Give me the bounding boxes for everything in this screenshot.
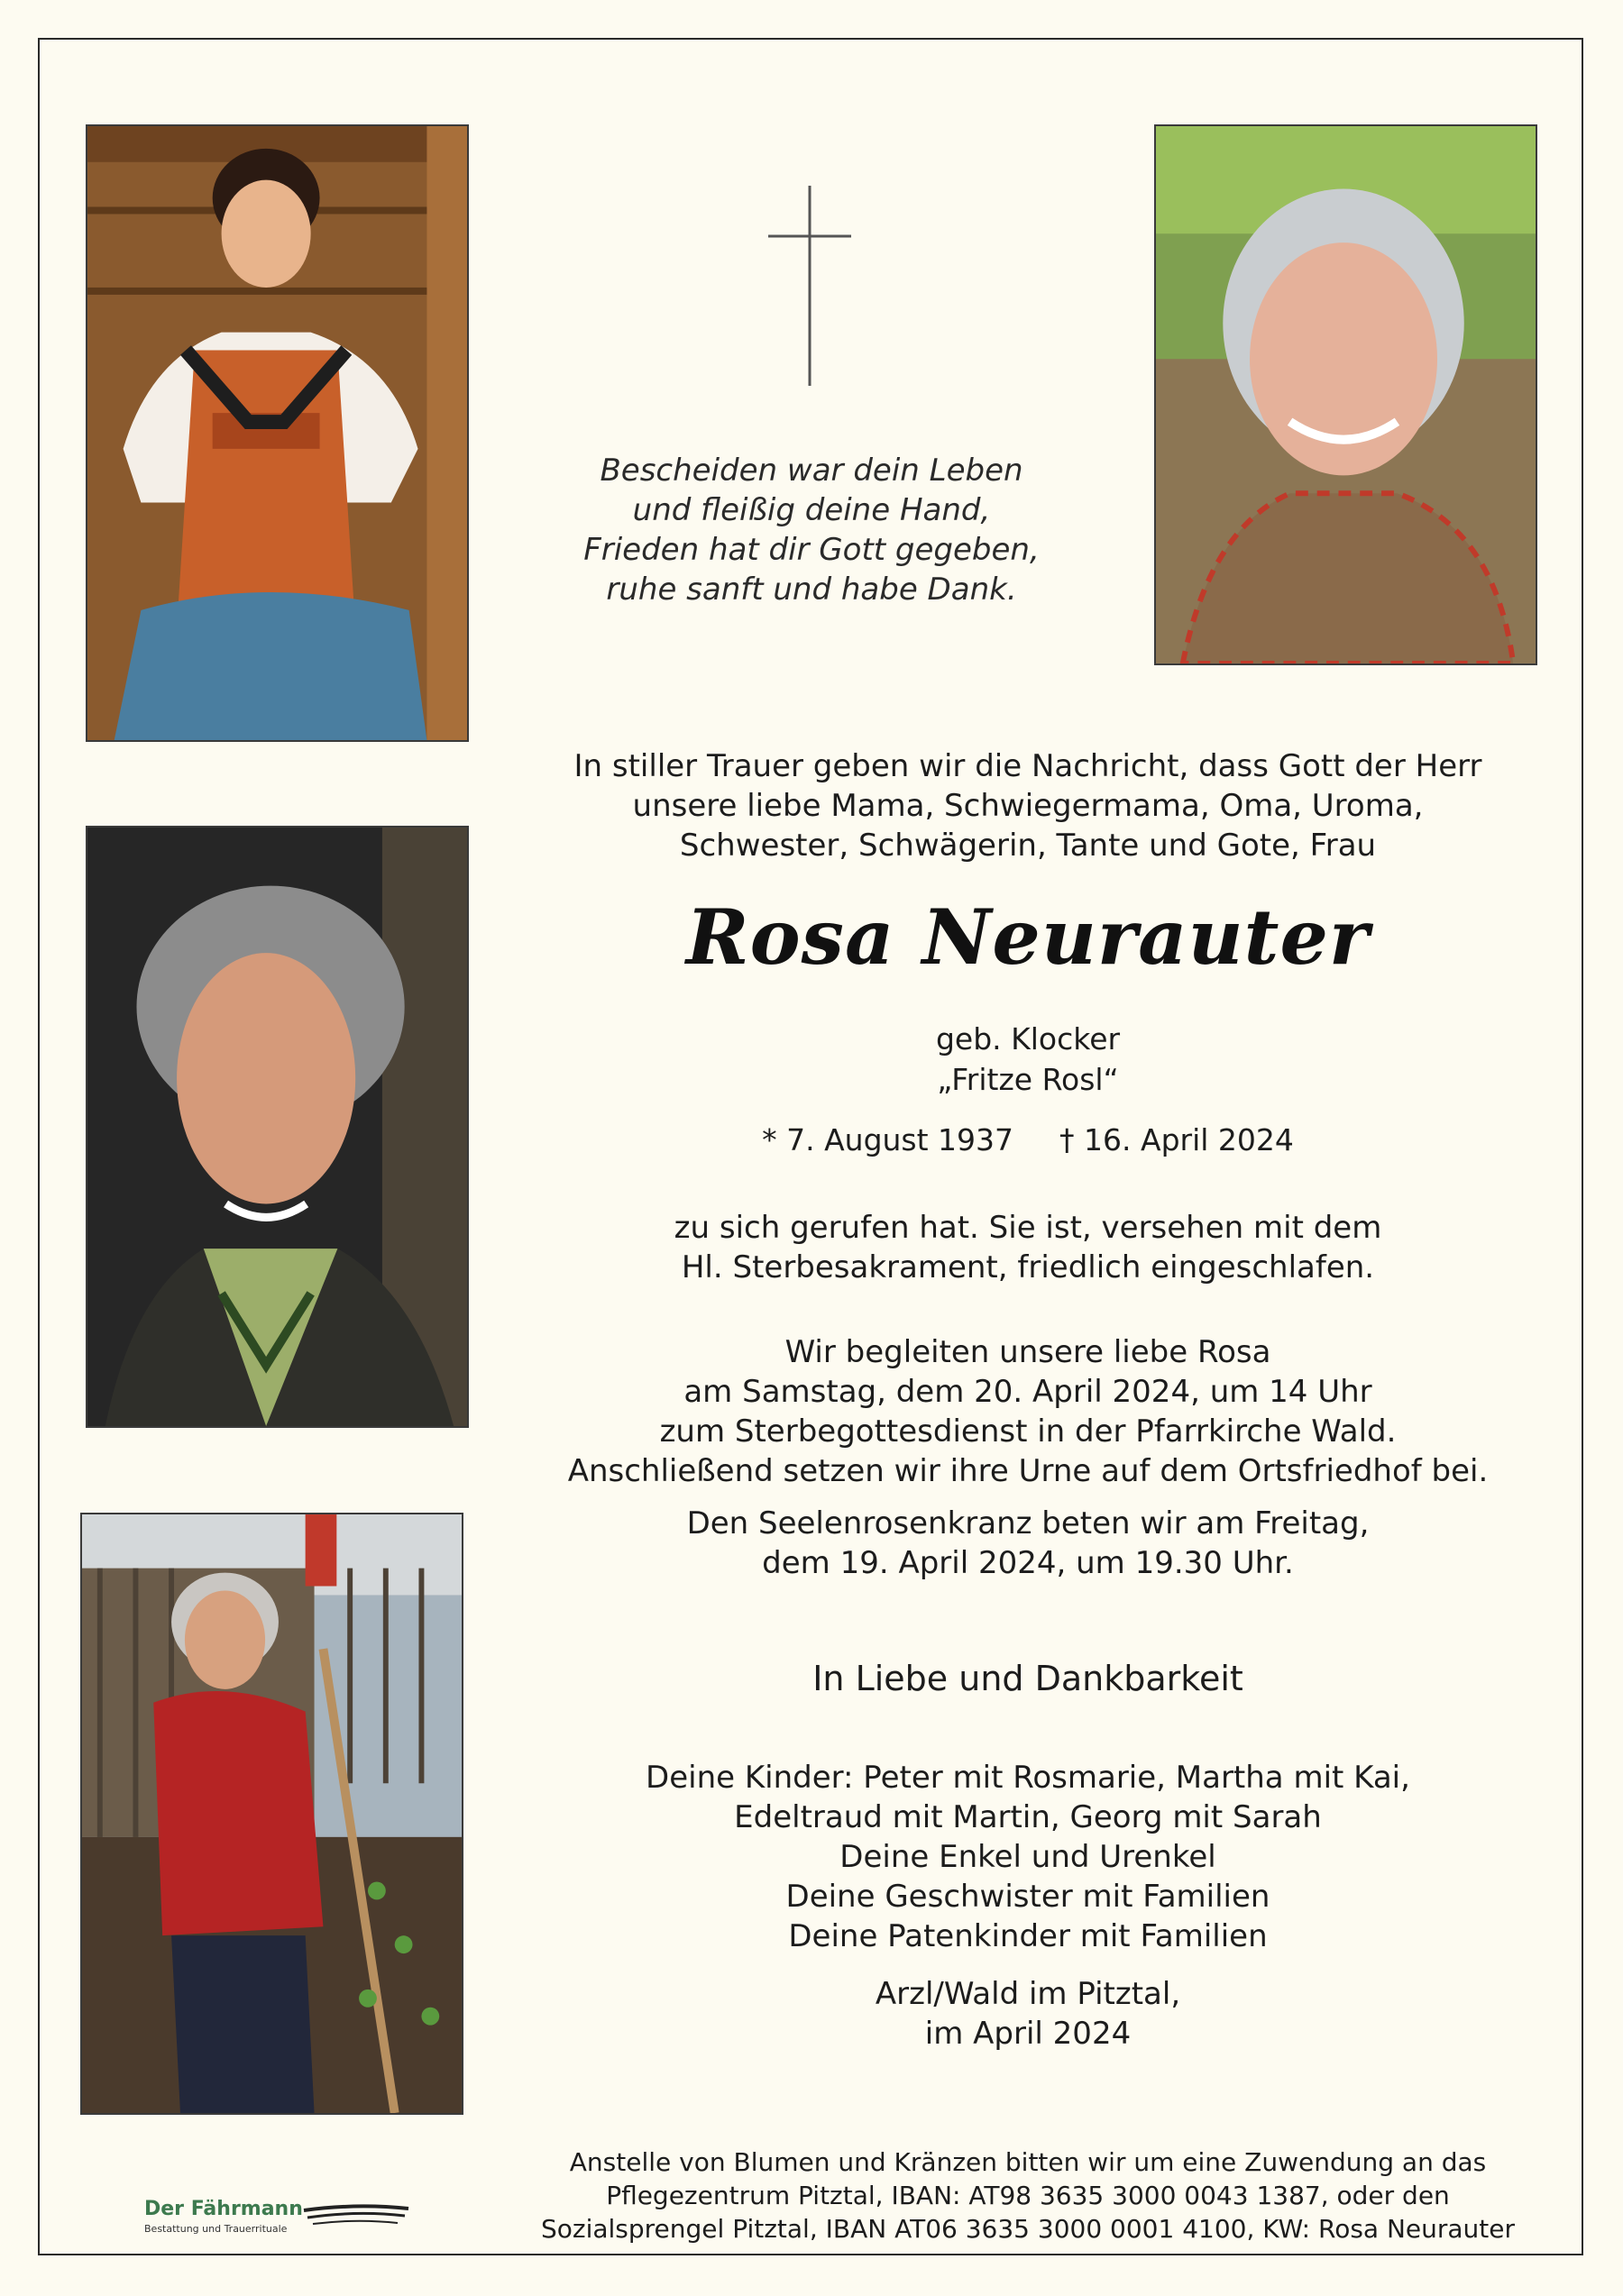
footer-line: Sozialsprengel Pitztal, IBAN AT06 3635 3000 0001 4100, KW: Rosa Neurauter xyxy=(540,2214,1516,2244)
funeral-home-logo xyxy=(144,2198,415,2237)
place-date xyxy=(757,1974,1298,2054)
body-line: am Samstag, dem 20. April 2024, um 14 Uhr xyxy=(683,1374,1372,1410)
poem-line: ruhe sanft und habe Dank. xyxy=(606,572,1017,608)
logo-subtitle: Bestattung und Trauerrituale xyxy=(144,2223,288,2235)
announcement-intro xyxy=(541,746,1515,865)
poem-line: Bescheiden war dein Leben xyxy=(600,453,1023,489)
photo-young-dirndl xyxy=(86,124,469,742)
body-line: Wir begleiten unsere liebe Rosa xyxy=(784,1334,1271,1370)
family-line: Deine Geschwister mit Familien xyxy=(785,1879,1270,1915)
nickname: „Fritze Rosl“ xyxy=(937,1062,1119,1097)
poem-line: Frieden hat dir Gott gegeben, xyxy=(583,532,1040,568)
footer-line: Pflegezentrum Pitztal, IBAN: AT98 3635 3000 0043 1387, oder den xyxy=(606,2181,1450,2210)
deceased-name: Rosa Neurauter xyxy=(685,892,1371,982)
cross-icon xyxy=(768,186,851,386)
birth-date: * 7. August 1937 xyxy=(762,1122,1014,1157)
poem-line: und fleißig deine Hand, xyxy=(632,492,991,528)
poem xyxy=(505,451,1118,609)
rosary-details xyxy=(577,1504,1479,1583)
photo-garden xyxy=(80,1513,463,2115)
footer-line: Anstelle von Blumen und Kränzen bitten wir um eine Zuwendung an das xyxy=(569,2147,1487,2177)
family-line: Deine Enkel und Urenkel xyxy=(839,1839,1216,1875)
maiden-name-block xyxy=(757,1019,1298,1100)
family-list xyxy=(577,1758,1479,1956)
logo-title: Der Fährmann xyxy=(144,2198,303,2220)
death-date: † 16. April 2024 xyxy=(1059,1122,1294,1157)
passing-text xyxy=(577,1208,1479,1287)
body-line: Anschließend setzen wir ihre Urne auf dem Ortsfriedhof bei. xyxy=(567,1453,1489,1489)
life-dates xyxy=(685,1122,1371,1157)
place-line: im April 2024 xyxy=(924,2016,1132,2052)
gratitude-heading: In Liebe und Dankbarkeit xyxy=(812,1659,1243,1698)
donation-note xyxy=(505,2145,1551,2246)
intro-line: In stiller Trauer geben wir die Nachricht, dass Gott der Herr xyxy=(573,748,1482,784)
body-line: zum Sterbegottesdienst in der Pfarrkirche Wald. xyxy=(659,1413,1397,1450)
intro-line: unsere liebe Mama, Schwiegermama, Oma, Uroma, xyxy=(632,788,1424,824)
body-line: Hl. Sterbesakrament, friedlich eingeschlafen. xyxy=(681,1249,1375,1285)
intro-line: Schwester, Schwägerin, Tante und Gote, Frau xyxy=(679,828,1377,864)
maiden-name: geb. Klocker xyxy=(935,1021,1121,1057)
place-line: Arzl/Wald im Pitztal, xyxy=(875,1976,1181,2012)
photo-elderly-green-blouse xyxy=(86,826,469,1428)
body-line: zu sich gerufen hat. Sie ist, versehen mit dem xyxy=(674,1210,1382,1246)
family-line: Edeltraud mit Martin, Georg mit Sarah xyxy=(734,1799,1322,1835)
boat-stroke-icon xyxy=(302,2201,410,2228)
family-line: Deine Kinder: Peter mit Rosmarie, Martha mit Kai, xyxy=(646,1760,1410,1796)
family-line: Deine Patenkinder mit Familien xyxy=(788,1918,1268,1954)
photo-elderly-portrait xyxy=(1154,124,1537,665)
body-line: dem 19. April 2024, um 19.30 Uhr. xyxy=(762,1545,1294,1581)
funeral-details xyxy=(532,1332,1524,1491)
body-line: Den Seelenrosenkranz beten wir am Freitag, xyxy=(686,1505,1370,1541)
